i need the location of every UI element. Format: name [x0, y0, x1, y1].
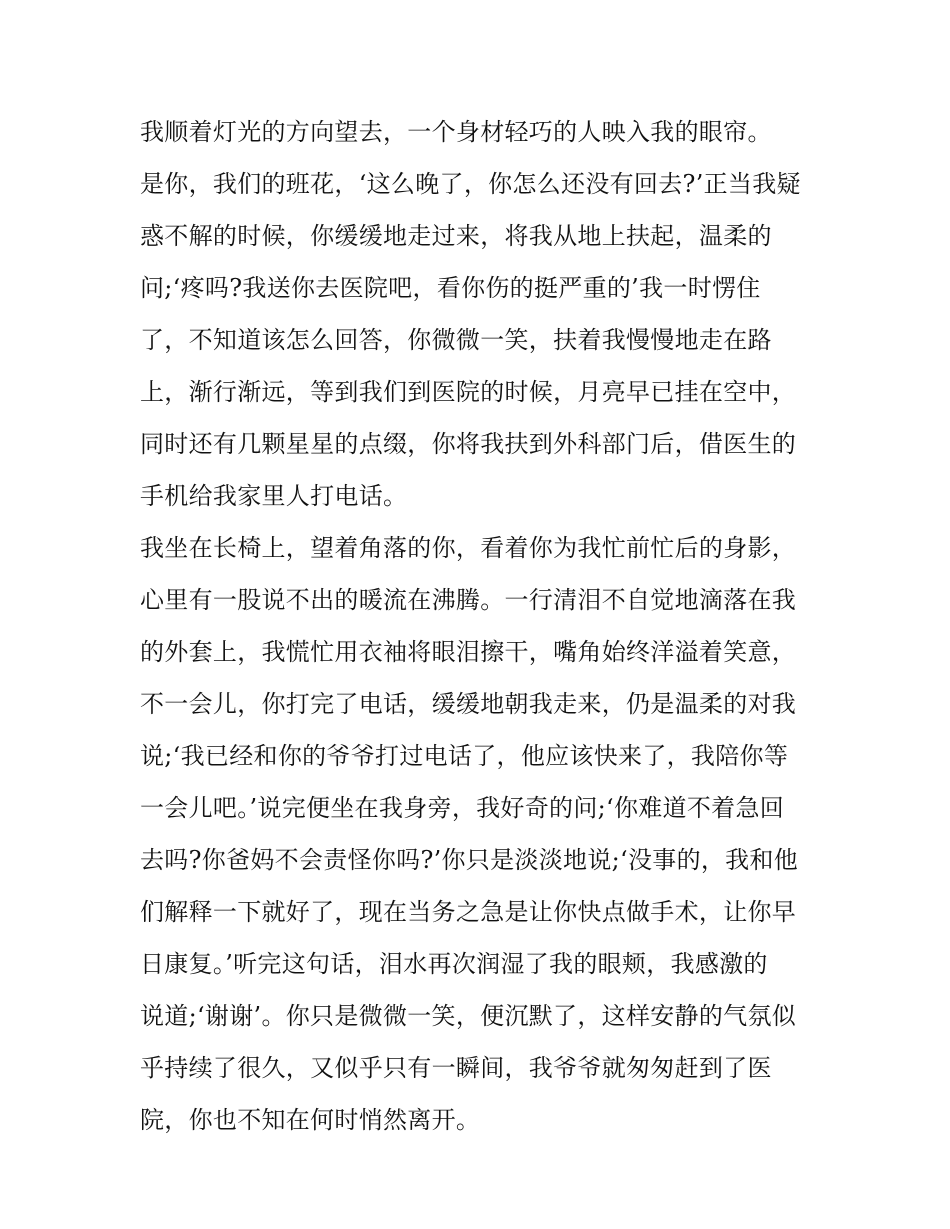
- text-line: 惑不解的时候，你缓缓地走过来，将我从地上扶起，温柔的: [140, 222, 772, 250]
- text-line: 是你，我们的班花，‘这么晚了，你怎么还没有回去?’正当我疑: [140, 170, 801, 198]
- body-text: [140, 106, 820, 1146]
- text-line: 我坐在长椅上，望着角落的你，看着你为我忙前忙后的身影，: [140, 534, 797, 562]
- text-line: 去吗?你爸妈不会责怪你吗?’你只是淡淡地说;‘没事的，我和他: [140, 846, 799, 874]
- text-line: 了，不知道该怎么回答，你微微一笑，扶着我慢慢地走在路: [140, 326, 772, 354]
- text-line: 说道;‘谢谢’。你只是微微一笑，便沉默了，这样安静的气氛似: [140, 1002, 797, 1030]
- text-line: 日康复。’听完这句话，泪水再次润湿了我的眼颊，我感激的: [140, 950, 768, 978]
- text-line: 手机给我家里人打电话。: [140, 482, 408, 510]
- text-line: 说;‘我已经和你的爷爷打过电话了，他应该快来了，我陪你等: [140, 742, 789, 770]
- text-line: 乎持续了很久，又似乎只有一瞬间，我爷爷就匆匆赶到了医: [140, 1054, 772, 1082]
- text-line: 问;‘疼吗?我送你去医院吧，看你伤的挺严重的’我一时愣住: [140, 274, 761, 302]
- text-line: 我顺着灯光的方向望去，一个身材轻巧的人映入我的眼帘。: [140, 118, 772, 146]
- text-line: 们解释一下就好了，现在当务之急是让你快点做手术，让你早: [140, 898, 797, 926]
- text-line: 上，渐行渐远，等到我们到医院的时候，月亮早已挂在空中，: [140, 378, 797, 406]
- text-line: 心里有一股说不出的暖流在沸腾。一行清泪不自觉地滴落在我: [140, 586, 797, 614]
- text-line: 院，你也不知在何时悄然离开。: [140, 1106, 481, 1134]
- text-line: 一会儿吧。’说完便坐在我身旁，我好奇的问;‘你难道不着急回: [140, 794, 785, 822]
- text-line: 的外套上，我慌忙用衣袖将眼泪擦干，嘴角始终洋溢着笑意，: [140, 638, 797, 666]
- text-line: 不一会儿，你打完了电话，缓缓地朝我走来，仍是温柔的对我: [140, 690, 797, 718]
- text-line: 同时还有几颗星星的点缀，你将我扶到外科部门后，借医生的: [140, 430, 797, 458]
